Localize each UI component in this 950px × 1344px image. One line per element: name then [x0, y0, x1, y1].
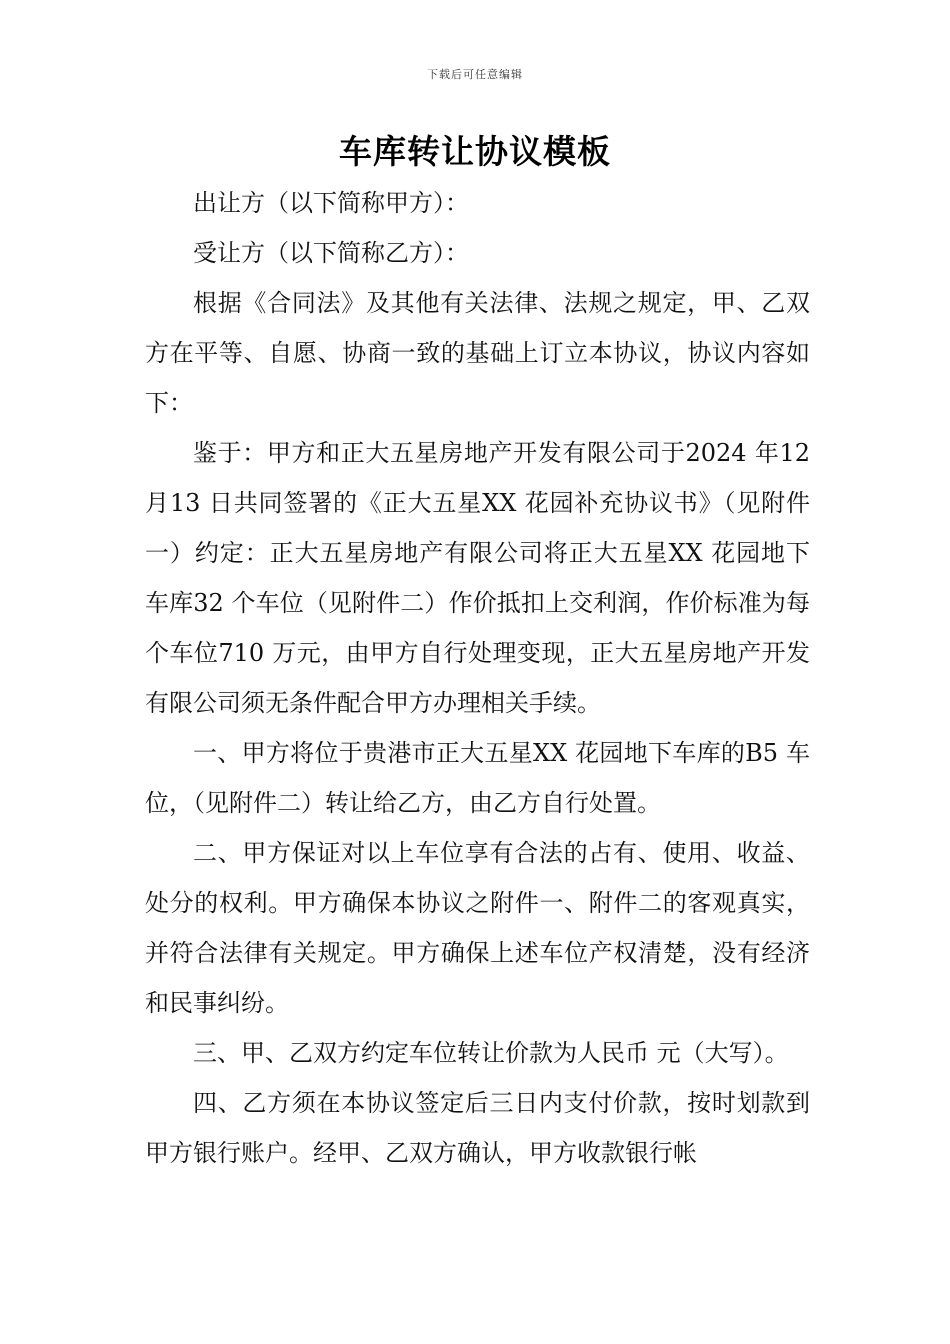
paragraph-transferee: 受让方（以下简称乙方）： — [193, 239, 469, 267]
header-note: 下载后可任意编辑 — [427, 68, 523, 81]
paragraph-whereas: 鉴于：甲方和正大五星房地产开发有限公司于2024 年12 月13 日共同签署的《正大五星XX 花园补充协议书》（见附件一）约定：正大五星房地产有限公司将正大五星XX 花园地下车库32 个车位（见附件二）作价抵扣上交利润，作价标准为每个车位710 万元，由甲方自行处理变现，正大五星房地产开发有限公司须无条件配合甲方办理相关手续。 — [145, 439, 810, 717]
document-title: 车库转让协议模板 — [339, 132, 611, 171]
paragraph-legal-basis: 根据《合同法》及其他有关法律、法规之规定，甲、乙双方在平等、自愿、协商一致的基础上订立本协议，协议内容如下： — [145, 289, 810, 417]
paragraph-clause-3: 三、甲、乙双方约定车位转让价款为人民币 元（大写）。 — [193, 1039, 789, 1067]
document-body — [145, 178, 810, 1178]
paragraph-clause-2: 二、甲方保证对以上车位享有合法的占有、使用、收益、处分的权利。甲方确保本协议之附件一、附件二的客观真实，并符合法律有关规定。甲方确保上述车位产权清楚，没有经济和民事纠纷。 — [145, 839, 810, 1017]
paragraph-clause-1: 一、甲方将位于贵港市正大五星XX 花园地下车库的B5 车位，（见附件二）转让给乙方，由乙方自行处置。 — [145, 739, 810, 817]
paragraph-transferor: 出让方（以下简称甲方）： — [193, 189, 469, 217]
paragraph-clause-4: 四、乙方须在本协议签定后三日内支付价款，按时划款到甲方银行账户。经甲、乙双方确认，甲方收款银行帐 — [145, 1089, 810, 1167]
